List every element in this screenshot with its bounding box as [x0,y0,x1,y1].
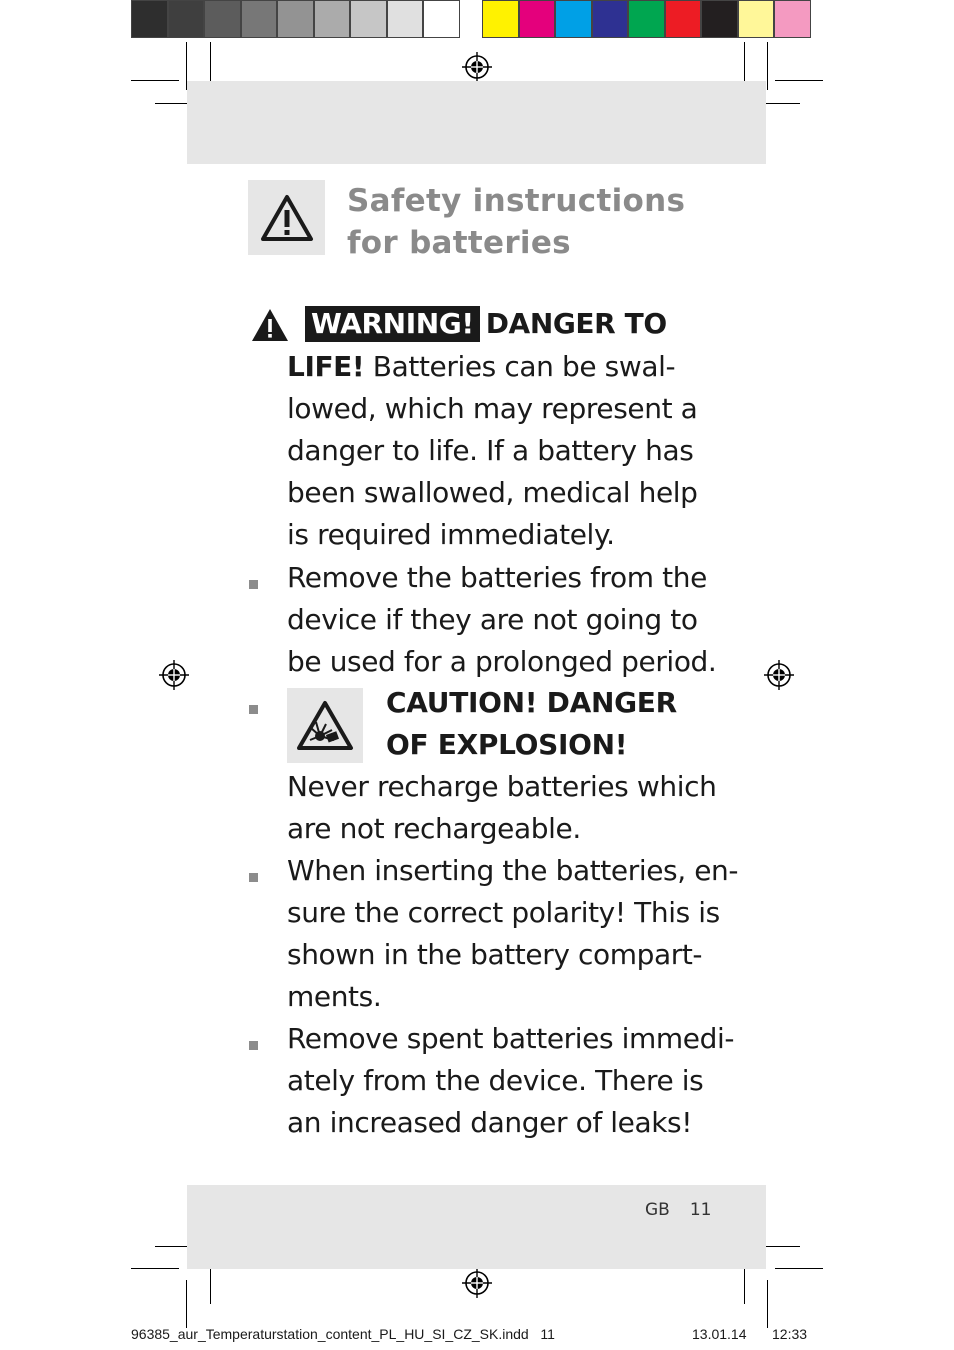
list-item: Never recharge batteries which are not rechargeable. [287,770,717,845]
color-swatch [701,0,738,38]
crop-mark [775,1268,823,1269]
registration-mark-icon [764,660,794,690]
color-swatch [519,0,556,38]
crop-mark [131,80,179,81]
registration-mark-icon [462,52,492,82]
warning-triangle-icon [250,307,290,343]
caution-heading: CAUTION! DANGER OF EXPLOSION! [386,686,677,761]
color-swatch [665,0,702,38]
page-number: GB 11 [645,1200,712,1220]
crop-mark [775,80,823,81]
warning-tag: WARNING! [305,306,480,342]
crop-mark [210,42,211,84]
footer-panel [187,1185,766,1269]
list-item: Remove the batteries from the device if they are not going to be used for a prolonged period. [287,561,717,678]
slug-date: 13.01.14 [692,1326,747,1342]
crop-mark [131,1268,179,1269]
color-swatch [774,0,811,38]
color-swatch [592,0,629,38]
color-swatch [628,0,665,38]
gray-swatch [423,0,460,38]
gray-swatch [314,0,351,38]
crop-mark [744,42,745,84]
warning-body: LIFE! Batteries can be swal- lowed, which may represent a danger to life. If a battery has been swallowed, medical help is required immediately. [287,350,698,551]
bullet [249,873,258,882]
gray-swatch [241,0,278,38]
explosion-icon [287,688,363,763]
crop-mark [760,1246,800,1247]
registration-mark-icon [462,1268,492,1298]
header-panel [187,81,766,164]
registration-mark-icon [159,660,189,690]
bullet [249,1041,258,1050]
gray-swatch [350,0,387,38]
crop-mark [767,1280,768,1328]
bullet [249,580,258,589]
list-item: When inserting the batteries, en- sure the correct polarity! This is shown in the battery compart- ments. [287,854,739,1013]
color-swatch [482,0,519,38]
slug-time: 12:33 [772,1326,808,1342]
gray-swatch [168,0,205,38]
gray-swatch-bar [131,0,460,40]
color-swatch [555,0,592,38]
gray-swatch [131,0,168,38]
warning-heading: WARNING! DANGER TO [305,303,745,345]
crop-mark [767,42,768,90]
gray-swatch [277,0,314,38]
list-item: Remove spent batteries immedi- ately from the device. There is an increased danger of leaks! [287,1022,735,1139]
gray-swatch [387,0,424,38]
warning-triangle-icon [248,180,325,255]
color-swatch [738,0,775,38]
color-swatch-bar [482,0,811,40]
bullet [249,705,258,714]
slug-filename: 96385_aur_Temperaturstation_content_PL_HU_SI_CZ_SK.indd 11 [131,1326,555,1342]
crop-mark [760,103,800,104]
crop-mark [186,1280,187,1328]
gray-swatch [204,0,241,38]
section-title: Safety instructions for batteries [347,183,686,261]
